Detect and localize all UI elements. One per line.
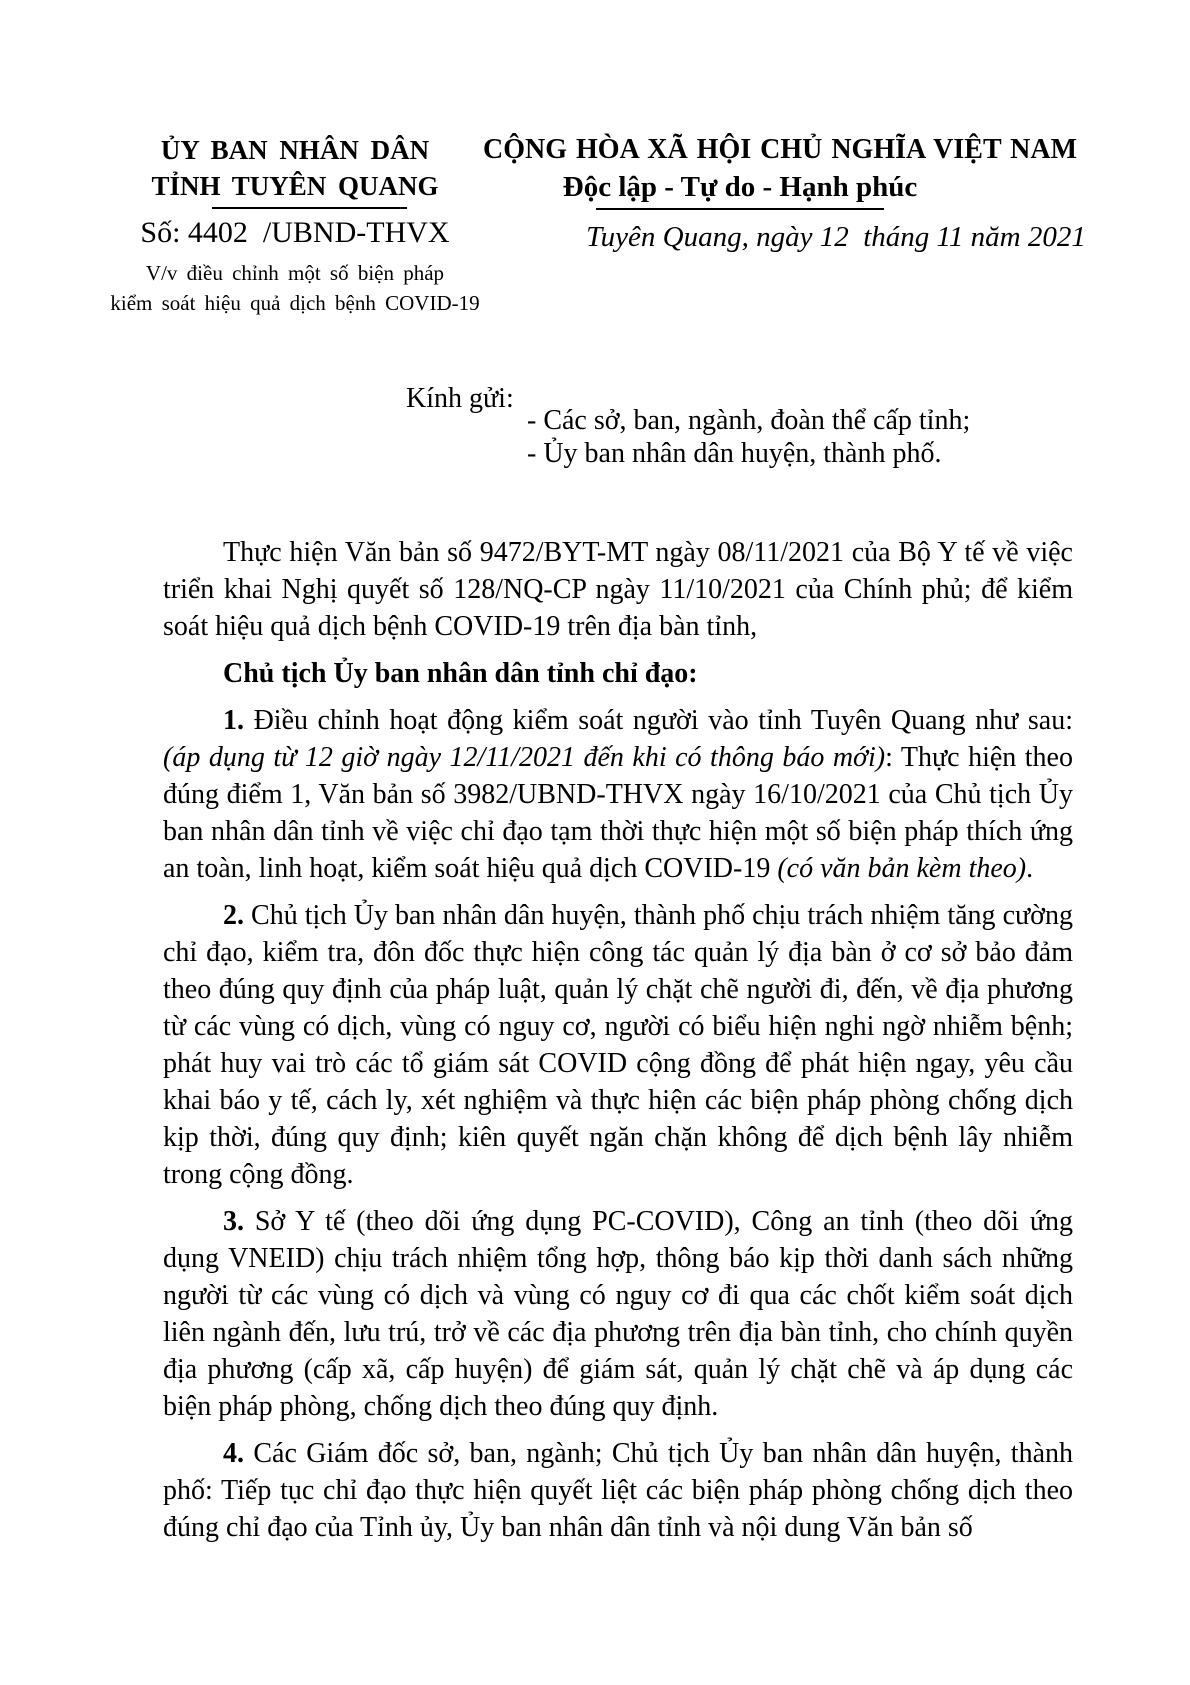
- item-1-text-b: : Thực hiện theo đúng điểm 1, Văn bản số 3982/UBND-THVX ngày 16/10/2021 của Chủ tịch Ủy ban nhân dân tỉnh về việc chỉ đạo tạm thời thực hiện một số biện pháp thích ứng an toàn, linh hoạt, kiểm soát hiệu quả dịch COVID-19: [163, 742, 1073, 884]
- item-1-paragraph: [163, 702, 1073, 887]
- item-3-number: 3.: [223, 1206, 244, 1237]
- issuing-authority-name: ỦY BAN NHÂN DÂN: [160, 135, 430, 165]
- recipient-line-1: - Các sở, ban, ngành, đoàn thể cấp tỉnh;: [527, 405, 971, 436]
- issuing-authority-province: TỈNH TUYÊN QUANG: [151, 171, 439, 201]
- item-1-italic-applicability-note: (áp dụng từ 12 giờ ngày 12/11/2021 đến khi có thông báo mới): [163, 742, 886, 773]
- document-subject: [80, 258, 510, 318]
- recipients-block: [406, 382, 970, 470]
- document-body: [163, 534, 1073, 1546]
- item-1-text-c: .: [1026, 853, 1034, 884]
- motto-separator-rule: [596, 208, 884, 210]
- item-4-paragraph: [163, 1435, 1073, 1546]
- national-header-block: [470, 132, 1090, 256]
- item-3-text: Sở Y tế (theo dõi ứng dụng PC-COVID), Công an tỉnh (theo dõi ứng dụng VNEID) chịu trách nhiệm tổng hợp, thông báo kịp thời danh sách những người từ các vùng có dịch và vùng có nguy cơ đi qua các chốt kiểm soát dịch liên ngành đến, lưu trú, trở về các địa phương trên địa bàn tỉnh, cho chính quyền địa phương (cấp xã, cấp huyện) để giám sát, quản lý chặt chẽ và áp dụng các biện pháp phòng, chống dịch theo đúng quy định.: [163, 1206, 1073, 1422]
- item-4-text: Các Giám đốc sở, ban, ngành; Chủ tịch Ủy ban nhân dân huyện, thành phố: Tiếp tục chỉ đạo thực hiện quyết liệt các biện pháp phòng chống dịch theo đúng chỉ đạo của Tỉnh ủy, Ủy ban nhân dân tỉnh và nội dung Văn bản số: [163, 1438, 1073, 1543]
- subject-line-2: kiểm soát hiệu quả dịch bệnh COVID-19: [110, 291, 480, 315]
- issuing-authority-block: [80, 132, 510, 318]
- item-1-italic-attachment-note: (có văn bản kèm theo): [777, 853, 1027, 884]
- recipients-list: [527, 404, 970, 470]
- item-3-paragraph: [163, 1203, 1073, 1425]
- item-2-text: Chủ tịch Ủy ban nhân dân huyện, thành phố chịu trách nhiệm tăng cường chỉ đạo, kiểm tra, đôn đốc thực hiện công tác quản lý địa bàn ở cơ sở bảo đảm theo đúng quy định của pháp luật, quản lý chặt chẽ người đi, đến, về địa phương từ các vùng có dịch, vùng có nguy cơ, người có biểu hiện nghi ngờ nhiễm bệnh; phát huy vai trò các tổ giám sát COVID cộng đồng để phát hiện ngay, yêu cầu khai báo y tế, cách ly, xét nghiệm và thực hiện các biện pháp phòng chống dịch kịp thời, đúng quy định; kiên quyết ngăn chặn không để dịch bệnh lây nhiễm trong cộng đồng.: [163, 900, 1073, 1190]
- item-2-paragraph: [163, 897, 1073, 1193]
- recipients-label: Kính gửi:: [406, 383, 514, 414]
- item-1-text-a: Điều chỉnh hoạt động kiểm soát người vào tỉnh Tuyên Quang như sau:: [244, 705, 1073, 736]
- item-4-number: 4.: [223, 1438, 244, 1469]
- document-number: Số: 4402 /UBND-THVX: [140, 216, 450, 249]
- directive-heading: Chủ tịch Ủy ban nhân dân tỉnh chỉ đạo:: [223, 658, 698, 689]
- issuer-separator-rule: [212, 207, 407, 209]
- subject-line-1: V/v điều chỉnh một số biện pháp: [145, 261, 445, 285]
- place-and-date-line: Tuyên Quang, ngày 12 tháng 11 năm 2021: [586, 221, 1086, 253]
- item-2-number: 2.: [223, 900, 244, 931]
- item-1-number: 1.: [223, 705, 244, 736]
- intro-paragraph: Thực hiện Văn bản số 9472/BYT-MT ngày 08/11/2021 của Bộ Y tế về việc triển khai Nghị quyết số 128/NQ-CP ngày 11/10/2021 của Chính phủ; để kiểm soát hiệu quả dịch bệnh COVID-19 trên địa bàn tỉnh,: [163, 537, 1073, 642]
- national-name-line: CỘNG HÒA XÃ HỘI CHỦ NGHĨA VIỆT NAM: [482, 134, 1078, 165]
- national-motto-block: [470, 168, 1010, 210]
- national-motto-line: Độc lập - Tự do - Hạnh phúc: [562, 171, 918, 203]
- recipient-line-2: - Ủy ban nhân dân huyện, thành phố.: [527, 438, 942, 469]
